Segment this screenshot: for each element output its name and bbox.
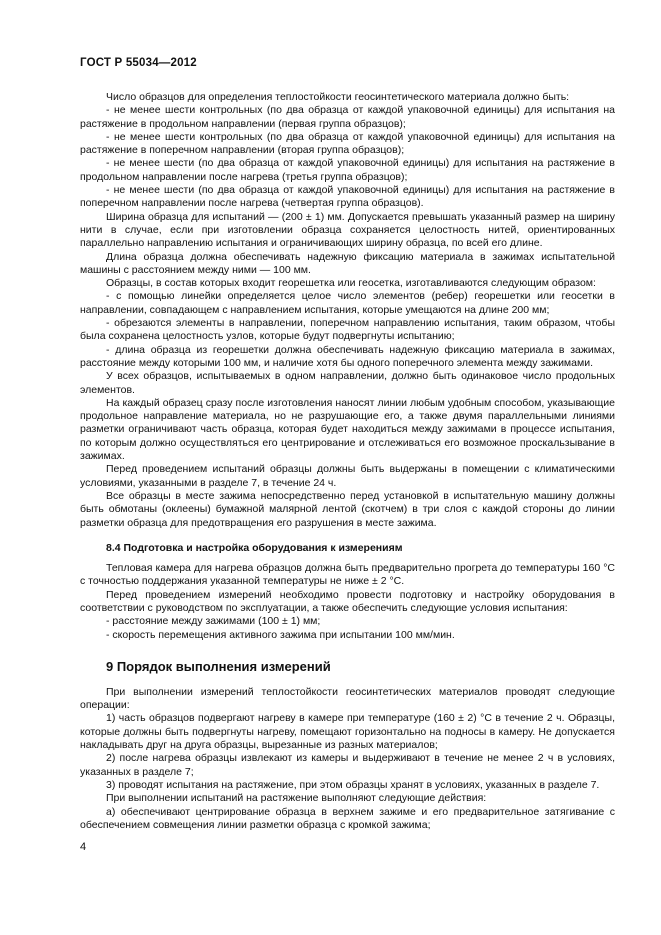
list-item: а) обеспечивают центрирование образца в верхнем зажиме и его предварительное затягивание с обеспечением совмещения линии разметки образца с кромкой зажима;: [80, 805, 615, 831]
list-item: - не менее шести контрольных (по два образца от каждой упаковочной единицы) для испытания на растяжение в поперечном направлении (вторая группа образцов);: [80, 130, 615, 157]
paragraph: Перед проведением испытаний образцы должны быть выдержаны в помещении с климатическими условиями, указанными в разделе 7, в течение 24 ч.: [80, 463, 615, 489]
paragraph: Все образцы в месте зажима непосредственно перед установкой в испытательную машину должны быть обмотаны (оклеены) бумажной малярной лентой (скотчем) в три слоя с каждой стороны до линии разметки образца для предотвращения его разрушения в месте зажима.: [80, 489, 615, 529]
list-item: - расстояние между зажимами (100 ± 1) мм;: [106, 615, 321, 628]
paragraph: Образцы, в состав которых входит георешетка или геосетка, изготавливаются следующим образом:: [106, 277, 596, 290]
list-item: 3) проводят испытания на растяжение, при этом образцы хранят в условиях, указанных в разделе 7.: [106, 778, 600, 791]
paragraph: На каждый образец сразу после изготовления наносят линии любым удобным способом, указывающие продольное направление материала, но не разрушающие его, а также двумя параллельными линиями разметки ограничивают часть образца, которая будет находиться между зажимами в процессе испытания, по которым должно осуществляться его центрирование и отслеживаться его возможное проскальзывание в зажимах.: [80, 396, 615, 463]
list-item: - не менее шести (по два образца от каждой упаковочной единицы) для испытания на растяжение в продольном направлении после нагрева (третья группа образцов);: [80, 157, 615, 183]
list-item: - длина образца из георешетки должна обеспечивать надежную фиксацию материала в зажимах, расстояние между которыми 100 мм, и наличие хотя бы одного поперечного элемента между зажимами.: [80, 343, 615, 369]
paragraph: Длина образца должна обеспечивать надежную фиксацию материала в зажимах испытательной машины с расстоянием между ними — 100 мм.: [80, 250, 615, 276]
paragraph: Число образцов для определения теплостойкости геосинтетического материала должно быть:: [106, 91, 570, 103]
list-item: - обрезаются элементы в направлении, поперечном направлению испытания, таким образом, чтобы была сохранена целостность узлов, которые будут подвергнуты испытанию;: [80, 317, 615, 343]
list-item: 2) после нагрева образцы извлекают из камеры и выдерживают в течение не менее 2 ч в условиях, указанных в разделе 7;: [80, 752, 615, 778]
list-item: 1) часть образцов подвергают нагреву в камере при температуре (160 ± 2) °С в течение 2 ч. Образцы, которые должны быть подвергнуты нагреву, помещают горизонтально на подносы в камеру. Не допускается накладывать друг на друга образцы, вырезанные из разных материалов;: [80, 712, 615, 752]
list-item: - скорость перемещения активного зажима при испытании 100 мм/мин.: [106, 628, 455, 641]
paragraph: У всех образцов, испытываемых в одном направлении, должно быть одинаковое число продольных элементов.: [80, 370, 615, 396]
list-item: - не менее шести контрольных (по два образца от каждой упаковочной единицы) для испытания на растяжение в продольном направлении (первая группа образцов);: [80, 104, 615, 130]
paragraph: Перед проведением измерений необходимо провести подготовку и настройку оборудования в соответствии с руководством по эксплуатации, а также обеспечить следующие условия испытания:: [80, 588, 615, 614]
paragraph: При выполнении измерений теплостойкости геосинтетических материалов проводят следующие операции:: [80, 685, 615, 712]
paragraph: Ширина образца для испытаний — (200 ± 1) мм. Допускается превышать указанный размер на ширину нити в случае, если при изготовлении образца сохраняется целостность нитей, ориентированных параллельно направлению испытания и ограничивающих ширину образца, по всей его длине.: [80, 210, 615, 250]
paragraph: Тепловая камера для нагрева образцов должна быть предварительно прогрета до температуры 160 °С с точностью поддержания указанной температуры не ниже ± 2 °С.: [80, 562, 615, 588]
document-body: [80, 91, 615, 832]
document-header: ГОСТ Р 55034—2012: [80, 57, 197, 69]
section-8-4-heading: 8.4 Подготовка и настройка оборудования к измерениям: [106, 541, 403, 554]
section-9-heading: 9 Порядок выполнения измерений: [106, 658, 331, 674]
paragraph: При выполнении испытаний на растяжение выполняют следующие действия:: [106, 792, 487, 805]
list-item: - с помощью линейки определяется целое число элементов (ребер) георешетки или геосетки в направлении, совпадающем с направлением испытания, которые умещаются на длине 200 мм;: [80, 290, 615, 316]
page-number: 4: [80, 841, 87, 853]
list-item: - не менее шести (по два образца от каждой упаковочной единицы) для испытания на растяжение в поперечном направлении после нагрева (четвертая группа образцов).: [80, 184, 615, 210]
